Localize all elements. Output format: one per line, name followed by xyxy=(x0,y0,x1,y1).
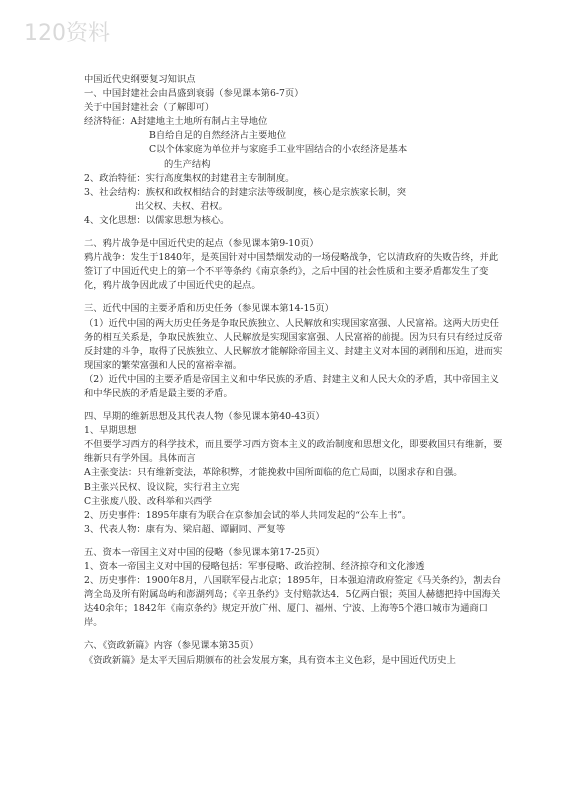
section-4-point-b: B主张兴民权、设议院，实行君主立宪 xyxy=(84,481,240,493)
section-3-para-2: （2）近代中国的主要矛盾是帝国主义和中华民族的矛盾、封建主义和人民大众的矛盾，其中帝国主义和中华民族的矛盾是最主要的矛盾。 xyxy=(84,373,499,399)
section-5-para-1: 1、资本一帝国主义对中国的侵略包括：军事侵略、政治控制、经济掠夺和文化渗透 xyxy=(84,561,425,572)
section-4-history: 2、历史事件：1895年康有为联合在京参加会试的举人共同发起的“公车上书”。 xyxy=(84,509,412,521)
section-3-heading: 三、近代中国的主要矛盾和历史任务（参见课本第14-15页） xyxy=(84,303,334,315)
section-6-body: 《资政新篇》是太平天国后期颁布的社会发展方案，具有资本主义色彩，是中国近代历史上 xyxy=(84,654,456,666)
watermark-logo: 120资料 xyxy=(24,21,110,46)
section-4-subheading: 1、早期思想 xyxy=(84,425,137,437)
economic-feature-c-cont: 的生产结构 xyxy=(164,158,211,170)
section-1-subheading: 关于中国封建社会（了解即可） xyxy=(84,102,215,114)
section-1-heading: 一、中国封建社会由昌盛到衰弱（参见课本第6-7页） xyxy=(84,88,304,100)
economic-feature-c: C以个体家庭为单位并与家庭手工业牢固结合的小农经济是基本 xyxy=(149,144,408,156)
social-structure-cont: 出父权、夫权、君权。 xyxy=(135,200,228,212)
section-2-heading: 二、鸦片战争是中国近代史的起点（参见课本第9-10页） xyxy=(84,238,319,250)
social-structure: 3、社会结构：族权和政权相结合的封建宗法等级制度，核心是宗族家长制，突 xyxy=(84,186,407,198)
section-5-heading: 五、资本一帝国主义对中国的侵略（参见课本第17-25页） xyxy=(84,546,325,558)
economic-feature-b: B自给自足的自然经济占主要地位 xyxy=(149,130,286,142)
section-6-heading: 六、《资政新篇》内容（参见课本第35页） xyxy=(84,640,259,652)
section-4-body: 不但要学习西方的科学技术，而且要学习西方资本主义的政治制度和思想文化，即要救国只有维新，要维新只有学外国。具体而言 xyxy=(84,439,503,465)
economic-feature-a: 经济特征：A封建地主土地所有制占主导地位 xyxy=(84,116,268,128)
section-5-para-2: 2、历史事件：1900年8月，八国联军侵占北京；1895年，日本强迫清政府签定《马关条约》，割去台湾全岛及所有附属岛屿和澎湖列岛；《辛丑条约》支付赔款达4．5亿两白银；英国人赫德把持中国海关达40余年；1842年《南京条约》规定开放广州、厦门、福州、宁波、上海等5个港口城市为通商口岸。 xyxy=(84,575,502,629)
section-4-representatives: 3、代表人物：康有为、梁启超、谭嗣同、严复等 xyxy=(84,523,286,535)
section-2-body: 鸦片战争：发生于1840年，是英国针对中国禁烟发动的一场侵略战争，它以清政府的失败告终，并此签订了中国近代史上的第一个不平等条约《南京条约》，之后中国的社会性质和主要矛盾都发生了变化，鸦片战争因此成了中国近代史的起点。 xyxy=(84,252,499,292)
document-title: 中国近代史纲要复习知识点 xyxy=(84,74,196,85)
political-feature: 2、政治特征：实行高度集权的封建君主专制制度。 xyxy=(84,172,295,184)
section-4-heading: 四、早期的维新思想及其代表人物（参见课本第40-43页） xyxy=(84,411,325,423)
document-body xyxy=(84,73,504,668)
section-4-point-c: C主张废八股、改科举和兴西学 xyxy=(84,495,212,507)
section-4-point-a: A主张变法：只有维新变法，革除积弊，才能挽救中国所面临的危亡局面，以图求存和自强。 xyxy=(84,467,463,479)
section-3-para-1: （1）近代中国的两大历史任务是争取民族独立、人民解放和实现国家富强、人民富裕。这两大历史任务的相互关系是，争取民族独立、人民解放是实现国家富强、人民富裕的前提。因为只有只有经过反帝反封建的斗争，取得了民族独立、人民解放才能解除帝国主义、封建主义对本国的剥削和压迫，进而实现国家的繁荣富强和人民的富裕幸福。 xyxy=(84,317,503,371)
cultural-thought: 4、文化思想：以儒家思想为核心。 xyxy=(84,214,230,226)
